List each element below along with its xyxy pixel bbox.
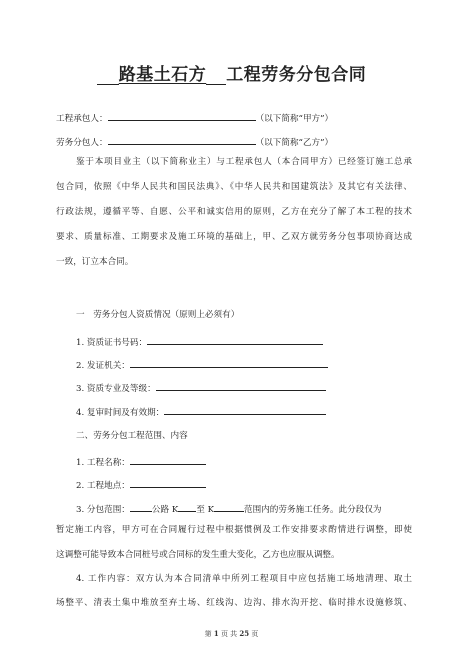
qualification-item <box>76 404 412 419</box>
scope-line: 这调整可能导致本合同桩号或合同标的发生重大变化，乙方也应服从调整。 <box>56 550 340 560</box>
footer-page-number: 1 <box>213 629 219 638</box>
project-location-label: 2. 工程地点： <box>76 481 130 491</box>
scope-road-k: 公路 K <box>151 505 179 515</box>
scope-to-k: 至 K <box>196 505 214 515</box>
page-footer <box>0 629 463 639</box>
qualification-blank <box>164 404 326 415</box>
work-content-line: 4. 工作内容：双方认为本合同清单中所列工程项目中应包括施工场地清理、取土 <box>76 574 412 584</box>
scope-item <box>76 501 412 516</box>
scope-blank <box>178 501 196 512</box>
document-title <box>0 60 463 85</box>
qualification-blank <box>156 380 326 391</box>
work-content-line: 场整平、清表土集中堆放至弃土场、红线沟、边沟、排水沟开挖、临时排水设施修筑、 <box>56 598 412 608</box>
footer-total-pages: 25 <box>239 629 250 638</box>
scope-range-text: 范围内的劳务施工任务。此分段仅为 <box>244 505 382 515</box>
preamble-line: 要求、质量标准、工期要求及施工环境的基础上，甲、乙双方就劳务分包事项协商达成 <box>56 232 412 242</box>
party-a-blank <box>108 110 256 121</box>
title-suffix: 工程劳务分包合同 <box>226 65 367 85</box>
scope-blank <box>130 501 152 512</box>
qualification-item <box>76 380 412 395</box>
footer-middle: 页 共 <box>220 630 238 638</box>
preamble-line: 包合同，依照《中华人民共和国民法典》、《中华人民共和国建筑法》及其它有关法律、 <box>56 182 412 192</box>
qualification-label: 1. 资质证书号码： <box>76 338 148 348</box>
preamble-line: 一致，订立本合同。 <box>56 257 134 267</box>
preamble-line: 鉴于本项目业主（以下简称业主）与工程承包人（本合同甲方）已经签订施工总承 <box>76 157 412 167</box>
qualification-blank <box>147 334 323 345</box>
party-a-line <box>56 110 412 125</box>
section2-heading: 二、劳务分包工程范围、内容 <box>76 431 188 441</box>
project-location-item <box>76 477 412 492</box>
title-project-name: 路基土石方 <box>118 65 207 85</box>
party-b-label: 劳务分包人： <box>56 138 108 148</box>
qualification-item <box>76 357 412 372</box>
title-blank-right <box>206 65 226 85</box>
section1-heading: 一 劳务分包人资质情况（原则上必须有） <box>76 310 240 320</box>
project-location-blank <box>130 477 206 488</box>
preamble-line: 行政法规，遵循平等、自愿、公平和诚实信用的原则，乙方在充分了解了本工程的技术 <box>56 207 412 217</box>
footer-suffix: 页 <box>251 630 259 638</box>
qualification-label: 2. 发证机关： <box>76 361 130 371</box>
qualification-blank <box>130 357 328 368</box>
title-blank-left <box>97 65 119 85</box>
qualification-item <box>76 334 412 349</box>
qualification-label: 4. 复审时间及有效期： <box>76 408 165 418</box>
project-name-blank <box>130 454 206 465</box>
project-name-item <box>76 454 412 469</box>
footer-prefix: 第 <box>204 630 212 638</box>
party-a-label: 工程承包人： <box>56 114 108 124</box>
party-b-note: （以下简称“乙方”） <box>255 138 334 148</box>
party-b-line <box>56 134 412 149</box>
project-name-label: 1. 工程名称： <box>76 458 130 468</box>
scope-blank <box>214 501 244 512</box>
party-b-blank <box>108 134 256 145</box>
scope-line: 暂定施工内容，甲方可在合同履行过程中根据惯例及工作安排要求酌情进行调整，即使 <box>56 525 412 535</box>
qualification-label: 3. 资质专业及等级： <box>76 384 156 394</box>
scope-label: 3. 分包范围： <box>76 505 130 515</box>
party-a-note: （以下简称“甲方”） <box>255 114 334 124</box>
